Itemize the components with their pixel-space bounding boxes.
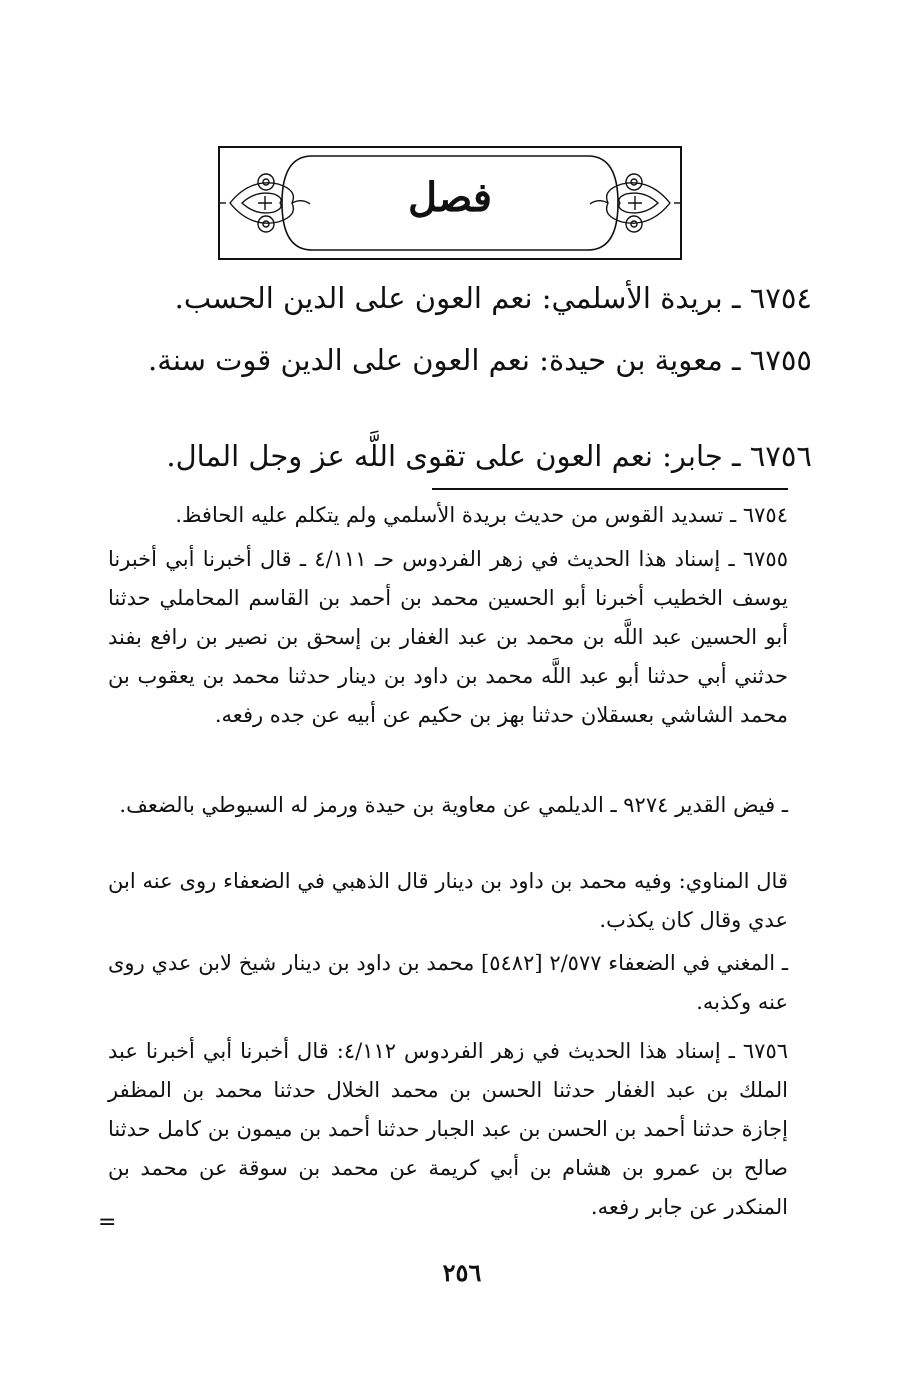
footnote-munawi: قال المناوي: وفيه محمد بن داود بن دينار قال الذهبي في الضعفاء روى عنه ابن عدي وقال كان يكذب. <box>108 869 788 932</box>
hadith-entry-6756: ٦٧٥٦ ـ جابر: نعم العون على تقوى اللَّه عز وجل المال. <box>166 439 812 473</box>
footnote-mughni: ـ المغني في الضعفاء ٢/٥٧٧ [٥٤٨٢] محمد بن داود بن دينار شيخ لابن عدي روى عنه وكذبه. <box>108 951 788 1014</box>
section-header-frame <box>218 146 682 260</box>
continuation-mark: = <box>98 1210 117 1235</box>
footnote-6755-isnad: ٦٧٥٥ ـ إسناد هذا الحديث في زهر الفردوس حـ ٤/١١١ ـ قال أخبرنا أبي أخبرنا يوسف الخطيب أخبرنا أبو الحسين محمد بن أحمد بن القاسم المحاملي حدثنا أبو الحسين عبد اللَّه بن محمد بن عبد الغفار بن إسحق بن نصير بن رافع بفند حدثني أبي حدثنا أبو عبد اللَّه محمد بن داود بن دينار حدثنا محمد بن يعقوب بن محمد الشاشي بعسقلان حدثنا بهز بن حكيم عن أبيه عن جده رفعه. <box>108 547 788 727</box>
section-title: فصل <box>407 174 493 221</box>
footnote-fayd-al-qadir: ـ فيض القدير ٩٢٧٤ ـ الديلمي عن معاوية بن حيدة ورمز له السيوطي بالضعف. <box>119 793 788 817</box>
page-number: ٢٥٦ <box>442 1258 482 1287</box>
hadith-entry-6754: ٦٧٥٤ ـ بريدة الأسلمي: نعم العون على الدين الحسب. <box>174 281 812 315</box>
footnote-6756-isnad: ٦٧٥٦ ـ إسناد هذا الحديث في زهر الفردوس ٤/١١٢: قال أخبرنا أبي أخبرنا عبد الملك بن عبد الغفار حدثنا الحسن بن محمد الخلال حدثنا محمد بن المظفر إجازة حدثنا أحمد بن الحسن بن عبد الجبار حدثنا أحمد بن ميمون بن كامل حدثنا صالح بن عمرو بن هشام بن أبي كريمة عن محمد بن سوقة عن محمد بن المنكدر عن جابر رفعه. <box>108 1039 789 1219</box>
footnote-divider <box>432 488 788 490</box>
footnote-6754: ٦٧٥٤ ـ تسديد القوس من حديث بريدة الأسلمي ولم يتكلم عليه الحافظ. <box>175 503 788 527</box>
hadith-entry-6755: ٦٧٥٥ ـ معوية بن حيدة: نعم العون على الدين قوت سنة. <box>148 343 812 377</box>
